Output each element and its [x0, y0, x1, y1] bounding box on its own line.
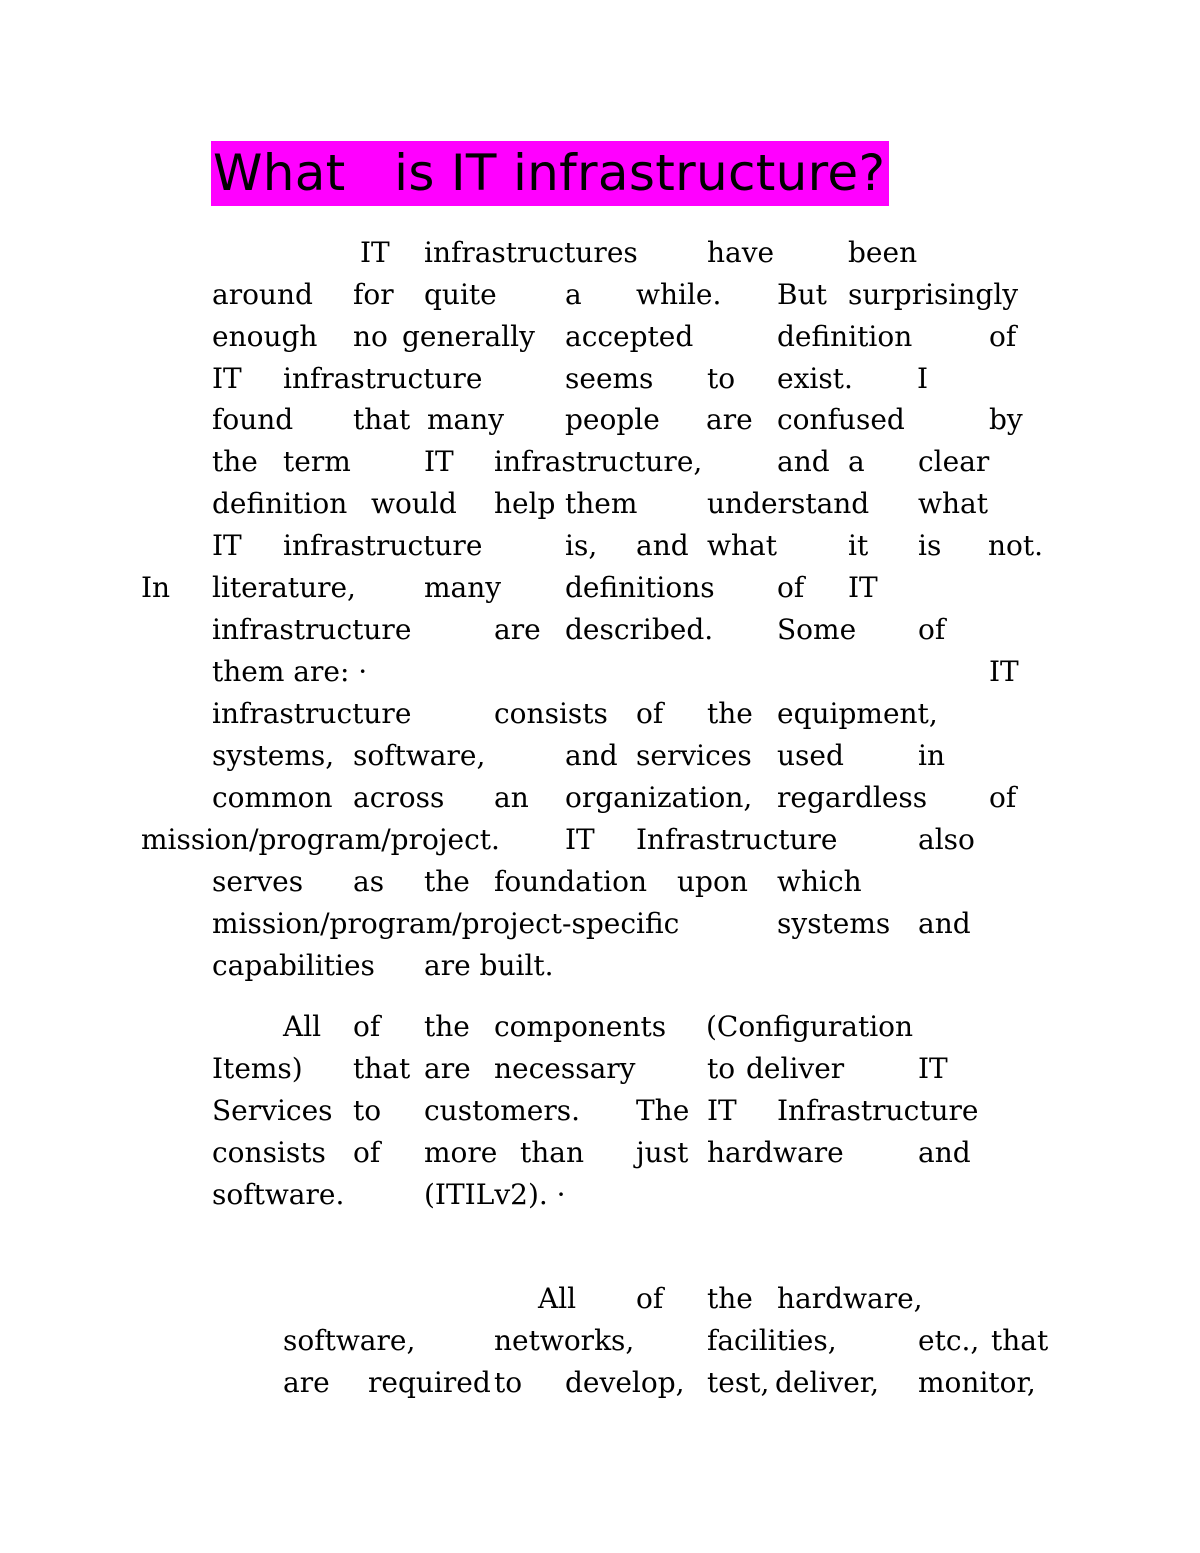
word: the	[424, 865, 470, 898]
word: and	[777, 445, 830, 478]
word: IT	[848, 571, 878, 604]
word: that	[353, 403, 411, 436]
word: IT	[212, 529, 242, 562]
word: infrastructure	[212, 697, 412, 730]
word: quite	[424, 278, 497, 311]
word: etc.,	[918, 1324, 980, 1357]
word: Items)	[212, 1052, 303, 1085]
word: help	[494, 487, 556, 520]
word: and	[918, 1136, 971, 1169]
word: In	[141, 571, 171, 604]
word: to	[353, 1094, 382, 1127]
word: found	[212, 403, 294, 436]
word: serves	[212, 865, 304, 898]
word: been	[848, 236, 918, 269]
word: are	[706, 403, 753, 436]
word: deliver,	[775, 1366, 880, 1399]
word: and	[636, 529, 689, 562]
word: regardless	[777, 781, 928, 814]
word: accepted	[565, 320, 694, 353]
word: a	[848, 445, 865, 478]
word: hardware,	[777, 1282, 923, 1315]
word: of	[918, 613, 946, 646]
word: All	[283, 1010, 322, 1043]
word: mission/program/project-specific	[212, 907, 680, 940]
word: seems	[565, 362, 654, 395]
word: software,	[283, 1324, 416, 1357]
word: the	[707, 1282, 753, 1315]
word: term	[283, 445, 351, 478]
word: many	[424, 571, 502, 604]
word: are	[494, 613, 541, 646]
word: of	[636, 697, 664, 730]
word: are	[283, 1366, 330, 1399]
word: necessary	[494, 1052, 636, 1085]
word: software,	[353, 739, 486, 772]
word: IT	[212, 362, 242, 395]
word: organization,	[565, 781, 753, 814]
word: components	[494, 1010, 667, 1043]
word: infrastructure,	[494, 445, 703, 478]
word: deliver	[746, 1052, 845, 1085]
word: the	[212, 445, 258, 478]
word: definitions	[565, 571, 715, 604]
word: software.	[212, 1178, 345, 1211]
word: in	[918, 739, 945, 772]
word: But	[777, 278, 827, 311]
word: also	[918, 823, 975, 856]
word: required	[368, 1366, 491, 1399]
word: are built.	[424, 949, 554, 982]
word: capabilities	[212, 949, 375, 982]
word: by	[989, 403, 1023, 436]
word: described.	[565, 613, 714, 646]
word: of	[777, 571, 805, 604]
word: hardware	[707, 1136, 844, 1169]
word: is	[918, 529, 942, 562]
word: enough	[212, 320, 318, 353]
word: that	[353, 1052, 411, 1085]
word: infrastructures	[424, 236, 638, 269]
word: generally	[402, 320, 535, 353]
word: people	[565, 403, 660, 436]
word: a	[565, 278, 582, 311]
word: customers.	[424, 1094, 580, 1127]
word: Services	[212, 1094, 333, 1127]
word: consists	[212, 1136, 326, 1169]
word: them are: ·	[212, 655, 368, 688]
word: of	[989, 781, 1017, 814]
word: to	[707, 362, 736, 395]
word: develop,	[565, 1366, 685, 1399]
page-title: What is IT infrastructure?	[211, 141, 889, 206]
word: is,	[565, 529, 598, 562]
word: IT	[424, 445, 454, 478]
word: (Configuration	[706, 1010, 914, 1043]
word: literature,	[212, 571, 356, 604]
word: IT	[918, 1052, 948, 1085]
word: of	[353, 1010, 381, 1043]
word: just	[636, 1136, 689, 1169]
word: not.	[988, 529, 1044, 562]
word: equipment,	[777, 697, 938, 730]
word: would	[371, 487, 457, 520]
word: Some	[777, 613, 857, 646]
word: many	[427, 403, 505, 436]
word: that	[991, 1324, 1049, 1357]
word: confused	[777, 403, 905, 436]
word: it	[848, 529, 869, 562]
word: of	[989, 320, 1017, 353]
word: and	[918, 907, 971, 940]
word: the	[707, 697, 753, 730]
word: an	[494, 781, 529, 814]
word: for	[353, 278, 394, 311]
word: to	[707, 1052, 736, 1085]
word: systems	[777, 907, 891, 940]
word: definition	[777, 320, 913, 353]
word: exist.	[777, 362, 853, 395]
word: facilities,	[707, 1324, 837, 1357]
word: IT	[707, 1094, 737, 1127]
word: what	[918, 487, 988, 520]
word: All	[538, 1282, 577, 1315]
word: (ITILv2). ·	[424, 1178, 566, 1211]
word: than	[520, 1136, 585, 1169]
word: used	[777, 739, 844, 772]
word: of	[353, 1136, 381, 1169]
word: test,	[707, 1366, 770, 1399]
word: definition	[212, 487, 348, 520]
word: infrastructure	[283, 362, 483, 395]
word: Infrastructure	[777, 1094, 979, 1127]
word: as	[353, 865, 385, 898]
word: while.	[636, 278, 722, 311]
word: to	[494, 1366, 523, 1399]
word: infrastructure	[212, 613, 412, 646]
word: Infrastructure	[636, 823, 838, 856]
word: IT	[565, 823, 595, 856]
word: systems,	[212, 739, 335, 772]
word: and	[565, 739, 618, 772]
word: no	[353, 320, 388, 353]
word: networks,	[494, 1324, 635, 1357]
word: IT	[989, 655, 1019, 688]
word: the	[424, 1010, 470, 1043]
word: IT	[360, 236, 390, 269]
word: The	[636, 1094, 690, 1127]
word: of	[636, 1282, 664, 1315]
word: what	[707, 529, 777, 562]
word: have	[707, 236, 775, 269]
word: them	[565, 487, 638, 520]
word: consists	[494, 697, 608, 730]
word: monitor,	[918, 1366, 1036, 1399]
word: clear	[918, 445, 990, 478]
word: mission/program/project.	[141, 823, 500, 856]
word: upon	[677, 865, 748, 898]
word: understand	[707, 487, 870, 520]
word: surprisingly	[848, 278, 1019, 311]
word: which	[777, 865, 862, 898]
word: I	[917, 362, 929, 395]
word: more	[424, 1136, 498, 1169]
word: infrastructure	[283, 529, 483, 562]
word: around	[212, 278, 313, 311]
word: services	[636, 739, 752, 772]
word: common	[212, 781, 333, 814]
word: foundation	[494, 865, 648, 898]
word: across	[353, 781, 445, 814]
word: are	[424, 1052, 471, 1085]
